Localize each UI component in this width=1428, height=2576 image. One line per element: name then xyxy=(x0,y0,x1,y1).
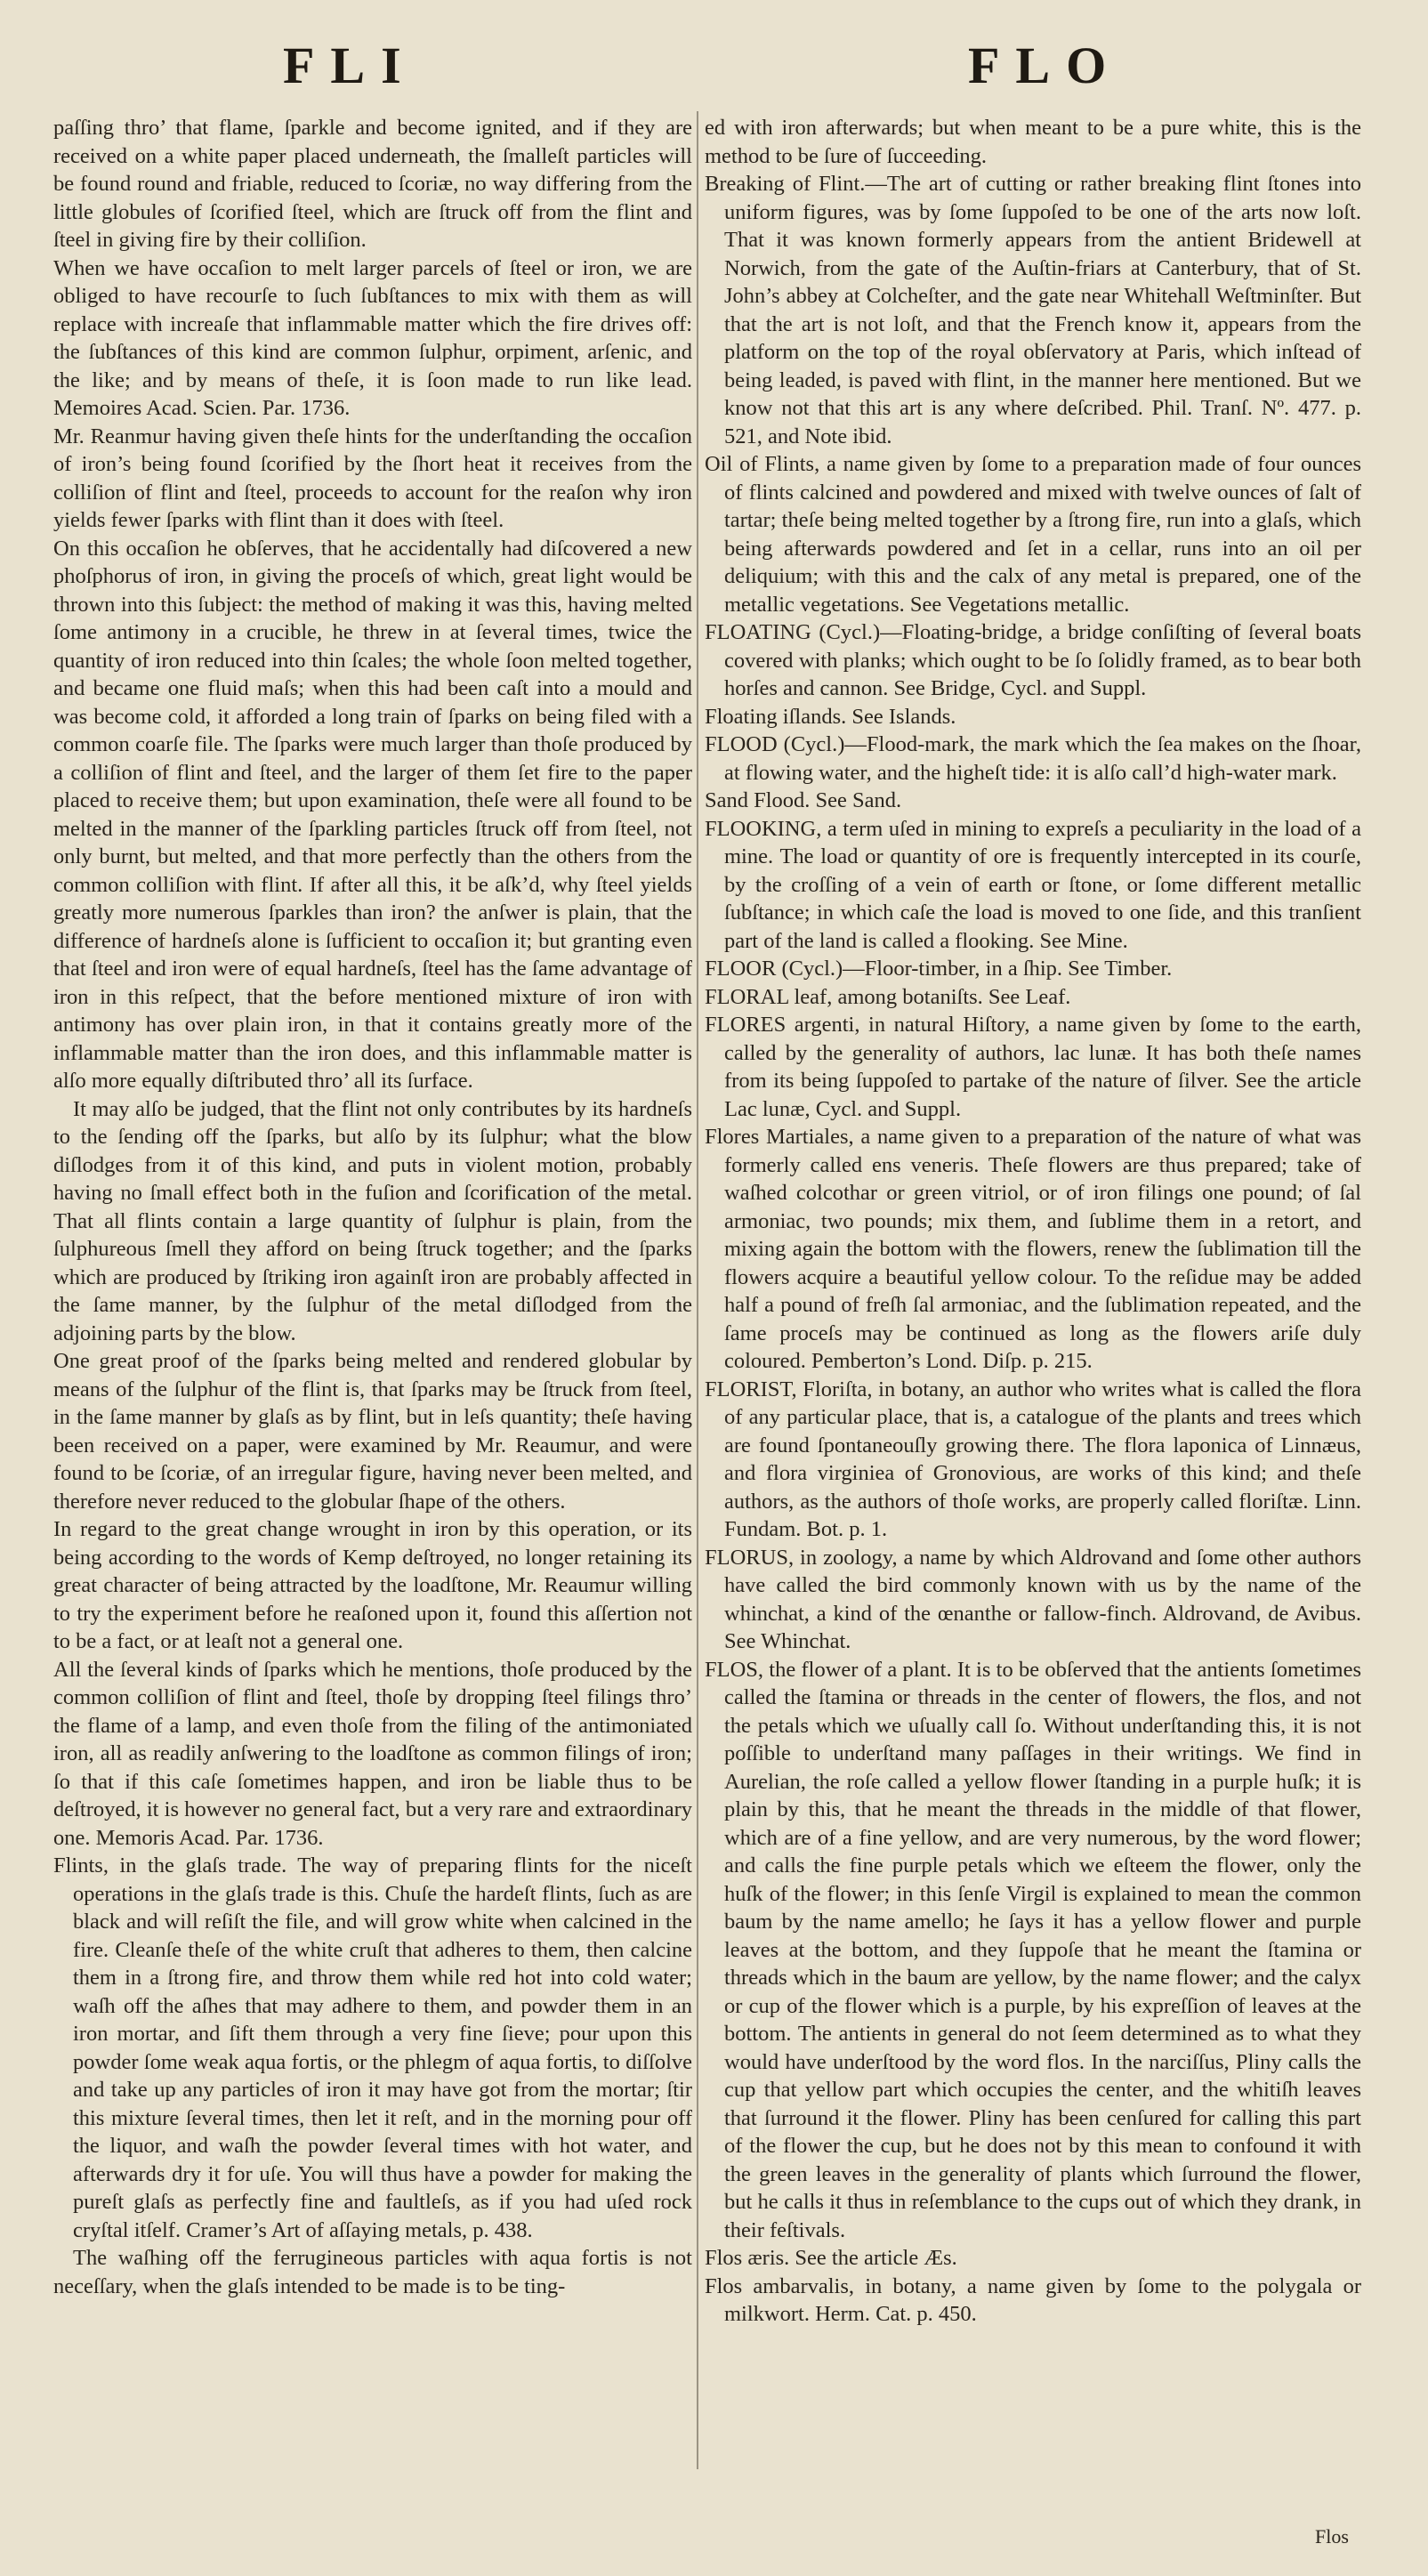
right-column xyxy=(705,114,1361,2534)
dictionary-entry: FLOOR (Cycl.)—Floor-timber, in a ſhip. See Timber. xyxy=(705,957,1173,981)
left-column xyxy=(53,114,692,2534)
paragraph: One great proof of the ſparks being melted and rendered globular by means of the ſulphur of the flint is, that ſparks may be ſtruck from ſteel, in the ſame manner by glaſs as by flint, but in leſs quantity; theſe having been received on a paper, were examined by Mr. Reaumur, and were found to be ſcoriæ, of an irregular figure, having never been melted, and therefore never reduced to the globular ſhape of the others. xyxy=(53,1349,692,1514)
dictionary-entry: FLORAL leaf, among botaniſts. See Leaf. xyxy=(705,984,1071,1009)
dictionary-entry: FLORUS, in zoology, a name by which Aldrovand and ſome other authors have called the bird commonly known with us by the name of the whinchat, a kind of the œnanthe or fallow-finch. Aldrovand, de Avibus. See Whinchat. xyxy=(705,1545,1361,1653)
dictionary-entry: FLOATING (Cycl.)—Floating-bridge, a bridge conſiſting of ſeveral boats covered with planks; which ought to be ſo ſolidly framed, as to bear both horſes and cannon. See Bridge, Cycl. and Suppl. xyxy=(705,620,1361,700)
dictionary-entry: Oil of Flints, a name given by ſome to a preparation made of four ounces of flints calcined and powdered and mixed with twelve ounces of ſalt of tartar; theſe being melted together by a ſtrong fire, run into a glaſs, which being afterwards powdered and ſet in a cellar, runs into an oil per deliquium; with this and the calx of any metal is prepared, one of the metallic vegetations. See Vegetations metallic. xyxy=(705,452,1361,617)
column-divider xyxy=(697,111,698,2469)
dictionary-entry: Flos ambarvalis, in botany, a name given by ſome to the polygala or milkwort. Herm. Cat. p. 450. xyxy=(705,2273,1361,2326)
dictionary-entry: FLOOKING, a term uſed in mining to expreſs a peculiarity in the load of a mine. The load or quantity of ore is frequently intercepted in its courſe, by the croſſing of a vein of earth or ſtone, or ſome different metallic ſubſtance; in which caſe the load is moved to one ſide, and this tranſient part of the land is called a flooking. See Mine. xyxy=(705,816,1361,953)
dictionary-entry: FLOS, the flower of a plant. It is to be obſerved that the antients ſometimes called the ſtamina or threads in the center of flowers, the flos, and not the petals which we uſually call ſo. Without underſtanding this, it is not poſſible to underſtand many paſſages in their writings. We find in Aurelian, the roſe called a yellow flower ſtanding in a purple huſk; it is plain by this, that he meant the threads in the middle of that flower, which are of a fine yellow, and are very numerous, by the word flower; and calls the fine purple petals which we eſteem the flower, only the huſk of the flower; in this ſenſe Virgil is explained to mean the common baum by the name amello; he ſays it has a yellow flower and purple leaves at the bottom, and they ſuppoſe that he meant the ſtamina or threads which in the baum are yellow, by the name flower; and the calyx or cup of the flower which is a purple, by his expreſſion of leaves at the bottom. The antients in general do not ſeem determined as to what they would have underſtood by the word flos. In the narciſſus, Pliny calls the cup that yellow part which occupies the center, and the whitiſh leaves that ſurround it the flower. Pliny has been cenſured for calling this part of the flower the cup, but he does not by this mean to confound it with the green leaves in the generality of plants which ſurround the flower, but he calls it thus in reſemblance to the cups out of which they drank, in their feſtivals. xyxy=(705,1657,1361,2242)
dictionary-entry: Flores Martiales, a name given to a preparation of the nature of what was formerly called ens veneris. Theſe flowers are thus prepared; take of waſhed colcothar or green vitriol, or of iron filings one pound; of ſal armoniac, two pounds; mix them, and ſublime them in a retort, and mixing again the bottom with the flowers, renew the ſublimation till the flowers acquire a beautiful yellow colour. To the reſidue may be added half a pound of freſh ſal armoniac, and the ſublimation repeated, and the ſame proceſs may be continued as long as the flowers ariſe duly coloured. Pemberton’s Lond. Diſp. p. 215. xyxy=(705,1125,1361,1373)
paragraph: All the ſeveral kinds of ſparks which he mentions, thoſe produced by the common colliſion of flint and ſteel, thoſe by dropping ſteel filings thro’ the flame of a lamp, and even thoſe from the filing of the antimoniated iron, all as readily anſwering to the loadſtone as common filings of iron; ſo that if this caſe ſometimes happen, and iron be liable thus to be deſtroyed, it is however no general fact, but a very rare and extraordinary one. Memoris Acad. Par. 1736. xyxy=(53,1657,692,1850)
paragraph: In regard to the great change wrought in iron by this operation, or its being according to the words of Kemp deſtroyed, no longer retaining its great character of being attracted by the loadſtone, Mr. Reaumur willing to try the experiment before he reaſoned upon it, found this aſſertion not to be a fact, or at leaſt not a general one. xyxy=(53,1517,692,1653)
dictionary-entry: FLOOD (Cycl.)—Flood-mark, the mark which the ſea makes on the ſhoar, at flowing water, and the higheſt tide: it is alſo call’d high-water mark. xyxy=(705,732,1361,785)
paragraph: When we have occaſion to melt larger parcels of ſteel or iron, we are obliged to have recourſe to ſuch ſubſtances to mix with them as will replace with increaſe that inflammable matter which the fire drives off: the ſubſtances of this kind are common ſulphur, orpiment, arſenic, and the like; and by means of theſe, it is ſoon made to run like lead. Memoires Acad. Scien. Par. 1736. xyxy=(53,255,692,420)
running-head-right: FLO xyxy=(968,36,1123,94)
dictionary-entry: FLORIST, Floriſta, in botany, an author who writes what is called the flora of any particular place, that is, a catalogue of the plants and trees which are found ſpontaneouſly growing there. The flora laponica of Linnæus, and flora virginiea of Gronovious, are works of this kind; and theſe authors, as the authors of thoſe works, are properly called floriſtæ. Linn. Fundam. Bot. p. 1. xyxy=(705,1377,1361,1541)
dictionary-entry: Flints, in the glaſs trade. The way of preparing flints for the niceſt operations in the glaſs trade is this. Chuſe the hardeſt flints, ſuch as are black and will reſiſt the file, and will grow white when calcined in the fire. Cleanſe theſe of the white cruſt that adheres to them, then calcine them in a ſtrong fire, and throw them while red hot into cold water; waſh off the aſhes that may adhere to them, and powder them in an iron mortar, and ſift them through a very fine ſieve; pour upon this powder ſome weak aqua fortis, or the phlegm of aqua fortis, to diſſolve and take up any particles of iron it may have got from the mortar; ſtir this mixture ſeveral times, then let it reſt, and in the morning pour off the liquor, and waſh the powder ſeveral times with hot water, and afterwards dry it for uſe. You will thus have a powder for making the pureſt glaſs as perfectly fine and faultleſs, as if you had uſed rock cryſtal itſelf. Cramer’s Art of aſſaying metals, p. 438. xyxy=(53,1853,692,2242)
paragraph: The waſhing off the ferrugineous particles with aqua fortis is not neceſſary, when the glaſs intended to be made is to be ting- xyxy=(53,2246,692,2298)
dictionary-entry: Floating iſlands. See Islands. xyxy=(705,704,956,729)
dictionary-entry: Sand Flood. See Sand. xyxy=(705,788,902,812)
running-head-left: FLI xyxy=(283,36,417,94)
paragraph: On this occaſion he obſerves, that he accidentally had diſcovered a new phoſphorus of iron, in giving the proceſs of which, great light would be thrown into this ſubject: the method of making it was this, having melted ſome antimony in a crucible, he threw in at ſeveral times, twice the quantity of iron reduced into thin ſcales; the whole ſoon melted together, and became one fluid maſs; when this had been caſt into a mould and was become cold, it afforded a long train of ſparks on being filed with a common coarſe file. The ſparks were much larger than thoſe produced by a colliſion of flint and ſteel, and the larger of them ſet fire to the paper placed to receive them; but upon examination, theſe were all found to be melted in the manner of the ſparkling particles ſtruck off from ſteel, not only burnt, but melted, and that more perfectly than the others from the common colliſion with flint. If after all this, it be aſk’d, why ſteel yields greatly more numerous ſparkles than iron? the anſwer is plain, that the difference of hardneſs alone is ſufficient to occaſion it; but granting even that ſteel and iron were of equal hardneſs, ſteel has the ſame advantage of iron in this reſpect, that the before mentioned mixture of iron with antimony has over plain iron, in that it contains greatly more of the inflammable matter than the iron does, and this inflammable matter is alſo more equally diſtributed thro’ all its ſurface. xyxy=(53,536,692,1093)
dictionary-entry: FLORES argenti, in natural Hiſtory, a name given by ſome to the earth, called by the generality of authors, lac lunæ. It has both theſe names from its being ſuppoſed to partake of the nature of ſilver. See the article Lac lunæ, Cycl. and Suppl. xyxy=(705,1013,1361,1121)
dictionary-entry: Flos æris. See the article Æs. xyxy=(705,2246,957,2270)
paragraph: Mr. Reanmur having given theſe hints for the underſtanding the occaſion of iron’s being found ſcorified by the ſhort heat it receives from the colliſion of flint and ſteel, proceeds to account for the reaſon why iron yields fewer ſparks with flint than it does with ſteel. xyxy=(53,424,692,532)
dictionary-entry: Breaking of Flint.—The art of cutting or rather breaking flint ſtones into uniform figures, was by ſome ſuppoſed to be one of the arts now loſt. That it was known formerly appears from the antient Bridewell at Norwich, from the gate of the Auſtin-friars at Canterbury, that of St. John’s abbey at Colcheſter, and the gate near Whitehall Weſtminſter. But that the art is not loſt, and that the French know it, appears from the platform on the top of the royal obſervatory at Paris, which inſtead of being leaded, is paved with flint, in the manner here mentioned. But we know not that this art is any where deſcribed. Phil. Tranſ. Nº. 477. p. 521, and Note ibid. xyxy=(705,172,1361,448)
catchword: Flos xyxy=(1315,2525,1349,2548)
paragraph: paſſing thro’ that flame, ſparkle and become ignited, and if they are received on a white paper placed underneath, the ſmalleſt particles will be found round and friable, reduced to ſcoriæ, no way differing from the little globules of ſcorified ſteel, which are ſtruck off from the flint and ſteel in giving fire by their colliſion. xyxy=(53,116,692,252)
paragraph: It may alſo be judged, that the flint not only contributes by its hardneſs to the ſending off the ſparks, but alſo by its ſulphur; what the blow diſlodges from it of this kind, and puts in violent motion, probably having no ſmall effect both in the fuſion and ſcorification of the metal. That all flints contain a large quantity of ſulphur is plain, from the ſulphureous ſmell they afford on being ſtruck together; and the ſparks which are produced by ſtriking iron againſt iron are probably affected in the ſame manner, by the ſulphur of the metal diſlodged from the adjoining parts by the blow. xyxy=(53,1096,692,1345)
paragraph: ed with iron afterwards; but when meant to be a pure white, this is the method to be ſure of ſucceeding. xyxy=(705,116,1361,168)
